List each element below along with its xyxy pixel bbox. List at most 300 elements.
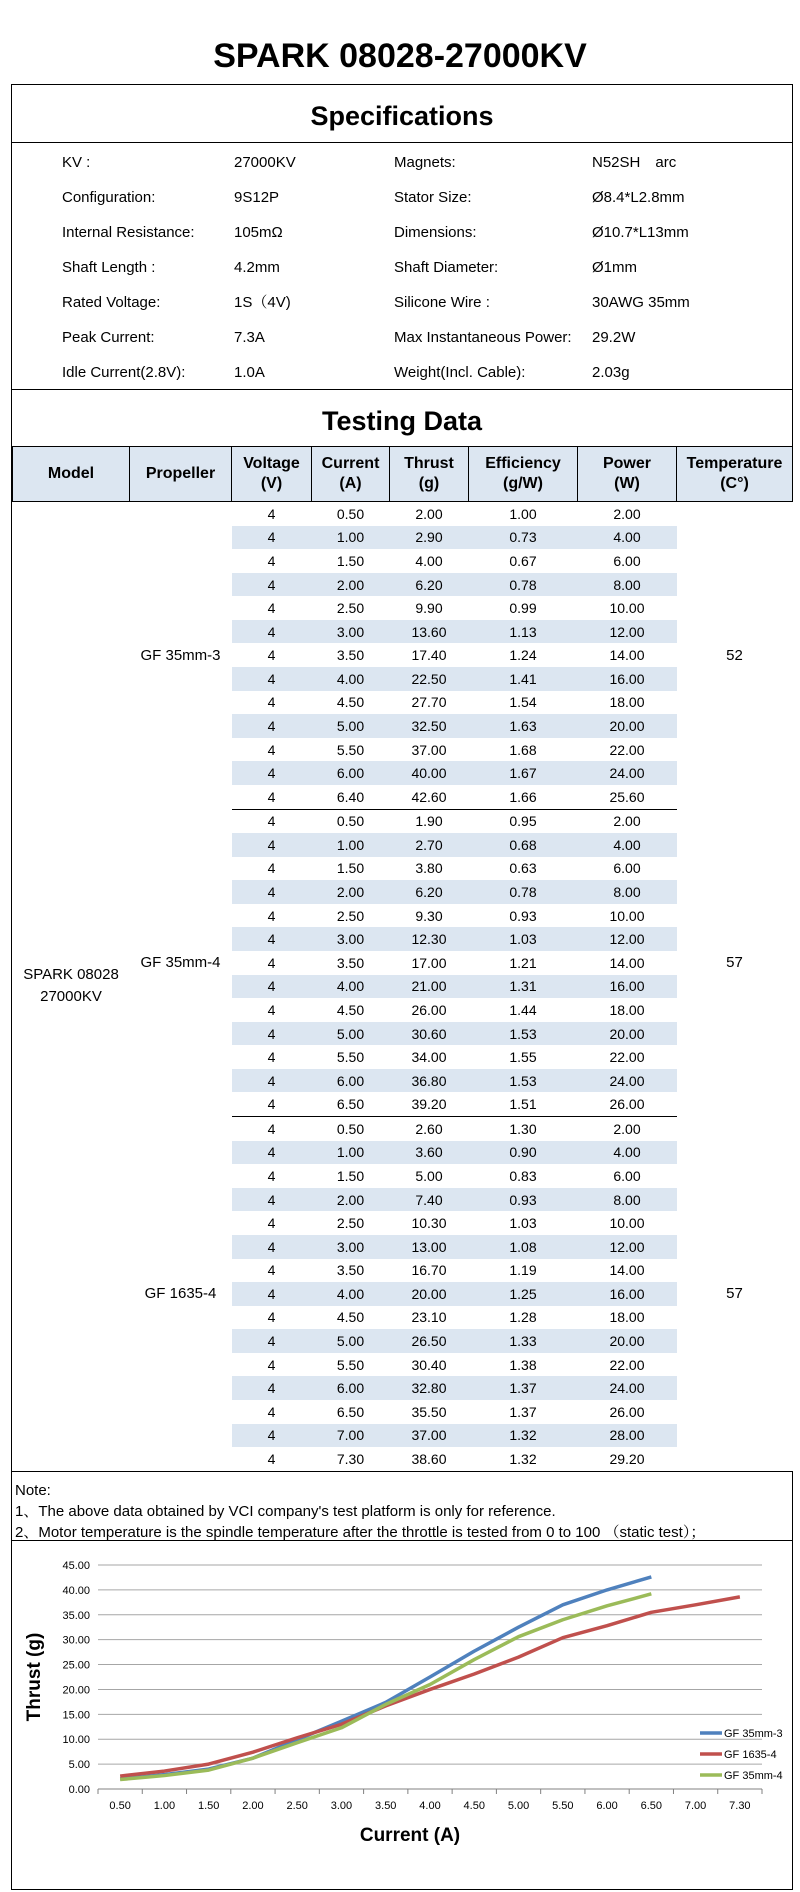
data-cell: 29.20 <box>609 1450 645 1467</box>
data-cell: 20.00 <box>390 1282 469 1306</box>
column-header: Efficiency (g/W) <box>469 447 578 502</box>
data-cell: 1.37 <box>509 1403 537 1420</box>
y-tick-label: 25.00 <box>62 1659 90 1672</box>
data-cell: 12.30 <box>390 927 469 951</box>
data-cell: 1.30 <box>469 1117 578 1141</box>
data-cell: 4 <box>267 860 276 877</box>
data-cell: 4 <box>232 620 312 644</box>
y-tick-label: 40.00 <box>62 1584 90 1597</box>
data-cell: 4.00 <box>312 1282 390 1306</box>
data-cell: 20.00 <box>578 714 677 738</box>
spec-label: Max Instantaneous Power: <box>394 329 572 346</box>
spec-value: Ø1mm <box>592 259 637 276</box>
data-cell: 4.00 <box>578 833 677 857</box>
x-tick-label: 5.00 <box>507 1799 530 1812</box>
data-cell: 1.24 <box>509 647 537 664</box>
data-cell: 1.03 <box>509 1215 537 1232</box>
data-cell: 3.00 <box>312 927 390 951</box>
data-cell: 5.00 <box>312 714 390 738</box>
spec-row <box>12 285 792 320</box>
spec-value: 29.2W <box>592 329 636 346</box>
notes-block <box>12 1471 792 1541</box>
data-cell: 4.50 <box>336 694 365 711</box>
data-cell: 2.00 <box>312 1188 390 1212</box>
data-cell: 16.00 <box>578 1282 677 1306</box>
data-cell: 21.00 <box>390 975 469 999</box>
temperature-cell: 57 <box>677 1117 793 1471</box>
data-cell: 3.00 <box>312 1235 390 1259</box>
data-cell: 22.00 <box>609 1049 645 1066</box>
series-line <box>120 1577 651 1779</box>
data-cell: 1.63 <box>469 714 578 738</box>
data-cell: 4 <box>267 1096 276 1113</box>
data-cell: 1.50 <box>336 860 365 877</box>
data-cell: 0.83 <box>509 1167 537 1184</box>
x-tick-label: 4.00 <box>419 1799 441 1812</box>
data-cell: 26.50 <box>390 1329 469 1353</box>
data-cell: 8.00 <box>578 880 677 904</box>
thrust-chart-svg <box>12 1541 792 1847</box>
data-cell: 1.50 <box>336 1167 365 1184</box>
y-tick-label: 20.00 <box>62 1684 90 1697</box>
spec-value: 1S（4V) <box>234 294 291 311</box>
data-cell: 4.00 <box>312 667 390 691</box>
x-tick-label: 4.50 <box>463 1799 485 1812</box>
spec-label: Stator Size: <box>394 189 472 206</box>
data-cell: 40.00 <box>390 761 469 785</box>
data-cell: 4 <box>267 600 276 617</box>
data-cell: 4 <box>267 788 276 805</box>
spec-value: 2.03g <box>592 364 630 381</box>
x-tick-label: 1.00 <box>153 1799 176 1812</box>
data-cell: 14.00 <box>609 647 645 664</box>
data-cell: 2.00 <box>613 505 641 522</box>
data-cell: 1.32 <box>509 1450 537 1467</box>
spec-label: Shaft Length : <box>62 259 156 276</box>
x-tick-label: 6.50 <box>640 1799 663 1812</box>
data-cell: 4 <box>232 1282 312 1306</box>
data-cell: 38.60 <box>411 1450 447 1467</box>
spec-row <box>12 355 792 390</box>
data-cell: 2.70 <box>390 833 469 857</box>
spec-row <box>12 250 792 285</box>
spec-value: Ø10.7*L13mm <box>592 224 689 241</box>
table-row <box>13 1117 793 1141</box>
data-cell: 0.50 <box>312 809 390 833</box>
y-tick-label: 35.00 <box>62 1609 90 1622</box>
legend-label: GF 1635-4 <box>724 1748 777 1761</box>
data-cell: 37.00 <box>390 1424 469 1448</box>
data-cell: 6.00 <box>613 860 641 877</box>
x-tick-label: 3.00 <box>330 1799 353 1812</box>
data-cell: 28.00 <box>578 1424 677 1448</box>
data-cell: 18.00 <box>609 1001 645 1018</box>
specifications-block <box>12 143 792 389</box>
data-cell: 1.00 <box>312 833 390 857</box>
data-cell: 7.40 <box>390 1188 469 1212</box>
data-cell: 22.00 <box>609 741 645 758</box>
data-cell: 2.00 <box>415 505 443 522</box>
data-cell: 7.00 <box>312 1424 390 1448</box>
data-cell: 13.60 <box>390 620 469 644</box>
x-tick-label: 6.00 <box>596 1799 618 1812</box>
data-cell: 1.50 <box>336 552 365 569</box>
data-cell: 2.00 <box>312 880 390 904</box>
data-cell: 26.00 <box>411 1001 447 1018</box>
data-cell: 4.00 <box>578 526 677 550</box>
data-cell: 10.00 <box>609 907 645 924</box>
data-cell: 5.00 <box>312 1022 390 1046</box>
data-cell: 4 <box>232 927 312 951</box>
note-line: 1、The above data obtained by VCI company's test platform is only for reference. <box>15 1502 556 1520</box>
data-cell: 1.54 <box>509 694 537 711</box>
data-cell: 1.55 <box>509 1049 537 1066</box>
data-cell: 20.00 <box>578 1022 677 1046</box>
spec-value: 27000KV <box>234 154 296 171</box>
legend-label: GF 35mm-3 <box>724 1727 783 1740</box>
data-cell: 12.00 <box>578 620 677 644</box>
data-cell: 3.80 <box>415 860 443 877</box>
data-cell: 6.00 <box>312 1069 390 1093</box>
spec-label: Internal Resistance: <box>62 224 195 241</box>
data-cell: 0.99 <box>509 600 537 617</box>
spec-value: 105mΩ <box>234 224 283 241</box>
data-cell: 1.53 <box>469 1069 578 1093</box>
data-cell: 0.90 <box>469 1141 578 1165</box>
data-cell: 8.00 <box>578 1188 677 1212</box>
spec-row <box>12 145 792 180</box>
data-cell: 4 <box>267 552 276 569</box>
data-cell: 0.73 <box>469 526 578 550</box>
data-cell: 0.78 <box>469 573 578 597</box>
note-line: 2、Motor temperature is the spindle temperature after the throttle is tested from 0 to 100 （static test）； <box>15 1523 706 1541</box>
data-cell: 6.50 <box>336 1096 365 1113</box>
y-tick-label: 0.00 <box>68 1783 90 1796</box>
data-cell: 0.93 <box>509 907 537 924</box>
data-cell: 32.50 <box>390 714 469 738</box>
spec-value: Ø8.4*L2.8mm <box>592 189 685 206</box>
series-line <box>120 1597 740 1776</box>
data-cell: 9.30 <box>415 907 443 924</box>
data-cell: 4 <box>267 1049 276 1066</box>
data-cell: 2.00 <box>578 809 677 833</box>
data-cell: 1.03 <box>469 927 578 951</box>
data-cell: 23.10 <box>411 1309 447 1326</box>
data-cell: 36.80 <box>390 1069 469 1093</box>
model-cell: SPARK 08028 27000KV <box>13 502 130 1471</box>
data-cell: 34.00 <box>411 1049 447 1066</box>
x-axis-title: Current (A) <box>359 1824 461 1846</box>
data-cell: 1.00 <box>312 526 390 550</box>
data-cell: 12.00 <box>578 1235 677 1259</box>
data-cell: 4 <box>232 667 312 691</box>
data-cell: 6.20 <box>390 880 469 904</box>
table-row <box>13 809 793 833</box>
data-cell: 0.50 <box>312 1117 390 1141</box>
x-tick-label: 2.50 <box>286 1799 308 1812</box>
data-cell: 10.30 <box>411 1215 447 1232</box>
data-cell: 0.50 <box>336 505 365 522</box>
data-cell: 6.40 <box>336 788 365 805</box>
page-title: SPARK 08028-27000KV <box>213 37 587 75</box>
data-cell: 16.70 <box>411 1262 447 1279</box>
data-cell: 24.00 <box>578 1376 677 1400</box>
spec-label: Dimensions: <box>394 224 477 241</box>
data-cell: 3.50 <box>336 954 365 971</box>
data-cell: 4 <box>267 954 276 971</box>
data-cell: 0.67 <box>509 552 537 569</box>
data-cell: 3.00 <box>312 620 390 644</box>
data-cell: 1.19 <box>509 1262 537 1279</box>
data-cell: 4 <box>232 1424 312 1448</box>
data-cell: 12.00 <box>578 927 677 951</box>
data-cell: 25.60 <box>609 788 645 805</box>
data-cell: 1.32 <box>469 1424 578 1448</box>
data-cell: 0.95 <box>469 809 578 833</box>
data-cell: 16.00 <box>578 667 677 691</box>
data-cell: 1.28 <box>509 1309 537 1326</box>
data-cell: 2.50 <box>336 907 365 924</box>
data-cell: 4 <box>267 1167 276 1184</box>
data-cell: 1.25 <box>469 1282 578 1306</box>
data-cell: 1.67 <box>469 761 578 785</box>
data-cell: 1.31 <box>469 975 578 999</box>
spec-value: 4.2mm <box>234 259 280 276</box>
data-cell: 1.51 <box>509 1096 537 1113</box>
data-cell: 0.78 <box>469 880 578 904</box>
data-cell: 0.68 <box>469 833 578 857</box>
data-cell: 1.66 <box>509 788 537 805</box>
column-header: Current (A) <box>312 447 390 502</box>
y-tick-label: 5.00 <box>68 1758 90 1771</box>
specifications-heading: Specifications <box>12 85 792 143</box>
spec-label: Magnets: <box>394 154 456 171</box>
data-cell: 4 <box>267 741 276 758</box>
data-cell: 3.50 <box>336 647 365 664</box>
y-tick-label: 45.00 <box>62 1559 90 1572</box>
data-cell: 17.40 <box>411 647 447 664</box>
spec-value: 1.0A <box>234 364 265 381</box>
column-header: Propeller <box>130 447 232 502</box>
data-cell: 1.13 <box>469 620 578 644</box>
data-cell: 6.00 <box>312 1376 390 1400</box>
propeller-cell: GF 1635-4 <box>130 1117 232 1471</box>
data-cell: 5.50 <box>336 1356 365 1373</box>
data-cell: 1.33 <box>469 1329 578 1353</box>
data-cell: 13.00 <box>390 1235 469 1259</box>
temperature-cell: 52 <box>677 502 793 810</box>
spec-label: Shaft Diameter: <box>394 259 499 276</box>
data-cell: 5.50 <box>336 741 365 758</box>
data-cell: 1.53 <box>469 1022 578 1046</box>
data-cell: 1.44 <box>509 1001 537 1018</box>
spec-row <box>12 320 792 355</box>
data-cell: 2.50 <box>336 1215 365 1232</box>
data-cell: 16.00 <box>578 975 677 999</box>
data-cell: 4 <box>267 505 276 522</box>
x-tick-label: 3.50 <box>375 1799 397 1812</box>
data-cell: 4 <box>232 1188 312 1212</box>
y-tick-label: 15.00 <box>62 1709 90 1722</box>
data-cell: 14.00 <box>609 1262 645 1279</box>
data-cell: 30.40 <box>411 1356 447 1373</box>
data-cell: 2.90 <box>390 526 469 550</box>
data-cell: 4 <box>267 647 276 664</box>
data-cell: 4 <box>232 526 312 550</box>
data-cell: 17.00 <box>411 954 447 971</box>
data-cell: 7.30 <box>336 1450 365 1467</box>
x-tick-label: 2.00 <box>242 1799 264 1812</box>
spec-row <box>12 215 792 250</box>
data-cell: 27.70 <box>411 694 447 711</box>
data-cell: 4 <box>232 1376 312 1400</box>
data-cell: 1.00 <box>312 1141 390 1165</box>
testing-data-heading: Testing Data <box>12 389 792 447</box>
data-cell: 6.50 <box>336 1403 365 1420</box>
data-cell: 4 <box>232 1117 312 1141</box>
data-cell: 1.21 <box>509 954 537 971</box>
data-cell: 3.60 <box>390 1141 469 1165</box>
x-tick-label: 0.50 <box>109 1799 131 1812</box>
data-cell: 4 <box>267 1309 276 1326</box>
data-cell: 4 <box>267 1215 276 1232</box>
data-cell: 14.00 <box>609 954 645 971</box>
data-cell: 4 <box>232 573 312 597</box>
data-cell: 1.37 <box>469 1376 578 1400</box>
column-header: Voltage (V) <box>232 447 312 502</box>
data-cell: 0.63 <box>509 860 537 877</box>
data-cell: 5.00 <box>312 1329 390 1353</box>
data-cell: 6.00 <box>613 1167 641 1184</box>
data-cell: 1.41 <box>469 667 578 691</box>
data-cell: 6.20 <box>390 573 469 597</box>
data-cell: 4 <box>232 1329 312 1353</box>
table-header-row <box>13 447 793 502</box>
data-cell: 30.60 <box>390 1022 469 1046</box>
x-tick-label: 1.50 <box>197 1799 220 1812</box>
table-row <box>13 502 793 526</box>
data-cell: 1.68 <box>509 741 537 758</box>
data-cell: 10.00 <box>609 1215 645 1232</box>
spec-value: 7.3A <box>234 329 265 346</box>
data-cell: 4 <box>267 907 276 924</box>
temperature-cell: 57 <box>677 809 793 1117</box>
data-cell: 35.50 <box>411 1403 447 1420</box>
data-cell: 6.00 <box>312 761 390 785</box>
spec-label: Silicone Wire : <box>394 294 490 311</box>
y-tick-label: 30.00 <box>62 1634 90 1647</box>
data-cell: 10.00 <box>609 600 645 617</box>
data-cell: 2.00 <box>578 1117 677 1141</box>
data-cell: 18.00 <box>609 694 645 711</box>
data-cell: 3.50 <box>336 1262 365 1279</box>
data-cell: 4.00 <box>312 975 390 999</box>
data-cell: 18.00 <box>609 1309 645 1326</box>
testing-data-table <box>12 447 793 1471</box>
data-cell: 2.50 <box>336 600 365 617</box>
data-cell: 22.00 <box>609 1356 645 1373</box>
column-header: Thrust (g) <box>390 447 469 502</box>
data-cell: 4.00 <box>415 552 443 569</box>
legend-label: GF 35mm-4 <box>724 1769 783 1782</box>
data-cell: 1.08 <box>469 1235 578 1259</box>
data-cell: 4 <box>267 1450 276 1467</box>
spec-label: Rated Voltage: <box>62 294 161 311</box>
spec-label: Idle Current(2.8V): <box>62 364 186 381</box>
column-header: Power (W) <box>578 447 677 502</box>
data-cell: 0.93 <box>469 1188 578 1212</box>
column-header: Model <box>13 447 130 502</box>
propeller-cell: GF 35mm-4 <box>130 809 232 1117</box>
data-cell: 26.00 <box>609 1403 645 1420</box>
data-cell: 4 <box>232 761 312 785</box>
data-cell: 24.00 <box>578 1069 677 1093</box>
data-cell: 6.00 <box>613 552 641 569</box>
data-cell: 4.50 <box>336 1001 365 1018</box>
datasheet-frame <box>11 84 793 1890</box>
y-axis-title: Thrust (g) <box>24 1632 45 1722</box>
data-cell: 4 <box>232 1022 312 1046</box>
data-cell: 8.00 <box>578 573 677 597</box>
data-cell: 42.60 <box>411 788 447 805</box>
spec-value: N52SH arc <box>592 154 677 171</box>
data-cell: 5.00 <box>415 1167 443 1184</box>
data-cell: 2.00 <box>312 573 390 597</box>
data-cell: 20.00 <box>578 1329 677 1353</box>
x-tick-label: 7.00 <box>684 1799 707 1812</box>
spec-label: Configuration: <box>62 189 156 206</box>
note-heading: Note: <box>15 1481 51 1499</box>
data-cell: 26.00 <box>609 1096 645 1113</box>
y-tick-label: 10.00 <box>62 1733 90 1746</box>
spec-label: Weight(Incl. Cable): <box>394 364 526 381</box>
data-cell: 4 <box>232 1069 312 1093</box>
data-cell: 9.90 <box>415 600 443 617</box>
data-cell: 4 <box>232 975 312 999</box>
spec-value: 9S12P <box>234 189 280 206</box>
thrust-chart <box>12 1541 792 1847</box>
data-cell: 5.50 <box>336 1049 365 1066</box>
spec-label: KV : <box>62 154 91 171</box>
data-cell: 2.60 <box>390 1117 469 1141</box>
data-cell: 4 <box>267 1001 276 1018</box>
data-cell: 4 <box>232 833 312 857</box>
data-cell: 4 <box>232 809 312 833</box>
data-cell: 39.20 <box>411 1096 447 1113</box>
data-cell: 4 <box>267 1356 276 1373</box>
data-cell: 4 <box>232 1141 312 1165</box>
data-cell: 1.38 <box>509 1356 537 1373</box>
spec-label: Peak Current: <box>62 329 155 346</box>
data-cell: 4 <box>267 694 276 711</box>
data-cell: 4 <box>267 1403 276 1420</box>
data-cell: 24.00 <box>578 761 677 785</box>
column-header: Temperature (C°) <box>677 447 793 502</box>
propeller-cell: GF 35mm-3 <box>130 502 232 810</box>
data-cell: 22.50 <box>390 667 469 691</box>
data-cell: 32.80 <box>390 1376 469 1400</box>
data-cell: 4.50 <box>336 1309 365 1326</box>
spec-row <box>12 180 792 215</box>
series-line <box>120 1594 651 1780</box>
data-cell: 4 <box>232 714 312 738</box>
x-tick-label: 7.30 <box>729 1799 751 1812</box>
spec-value: 30AWG 35mm <box>592 294 690 311</box>
data-cell: 37.00 <box>411 741 447 758</box>
data-cell: 4.00 <box>578 1141 677 1165</box>
data-cell: 4 <box>232 880 312 904</box>
data-cell: 4 <box>267 1262 276 1279</box>
